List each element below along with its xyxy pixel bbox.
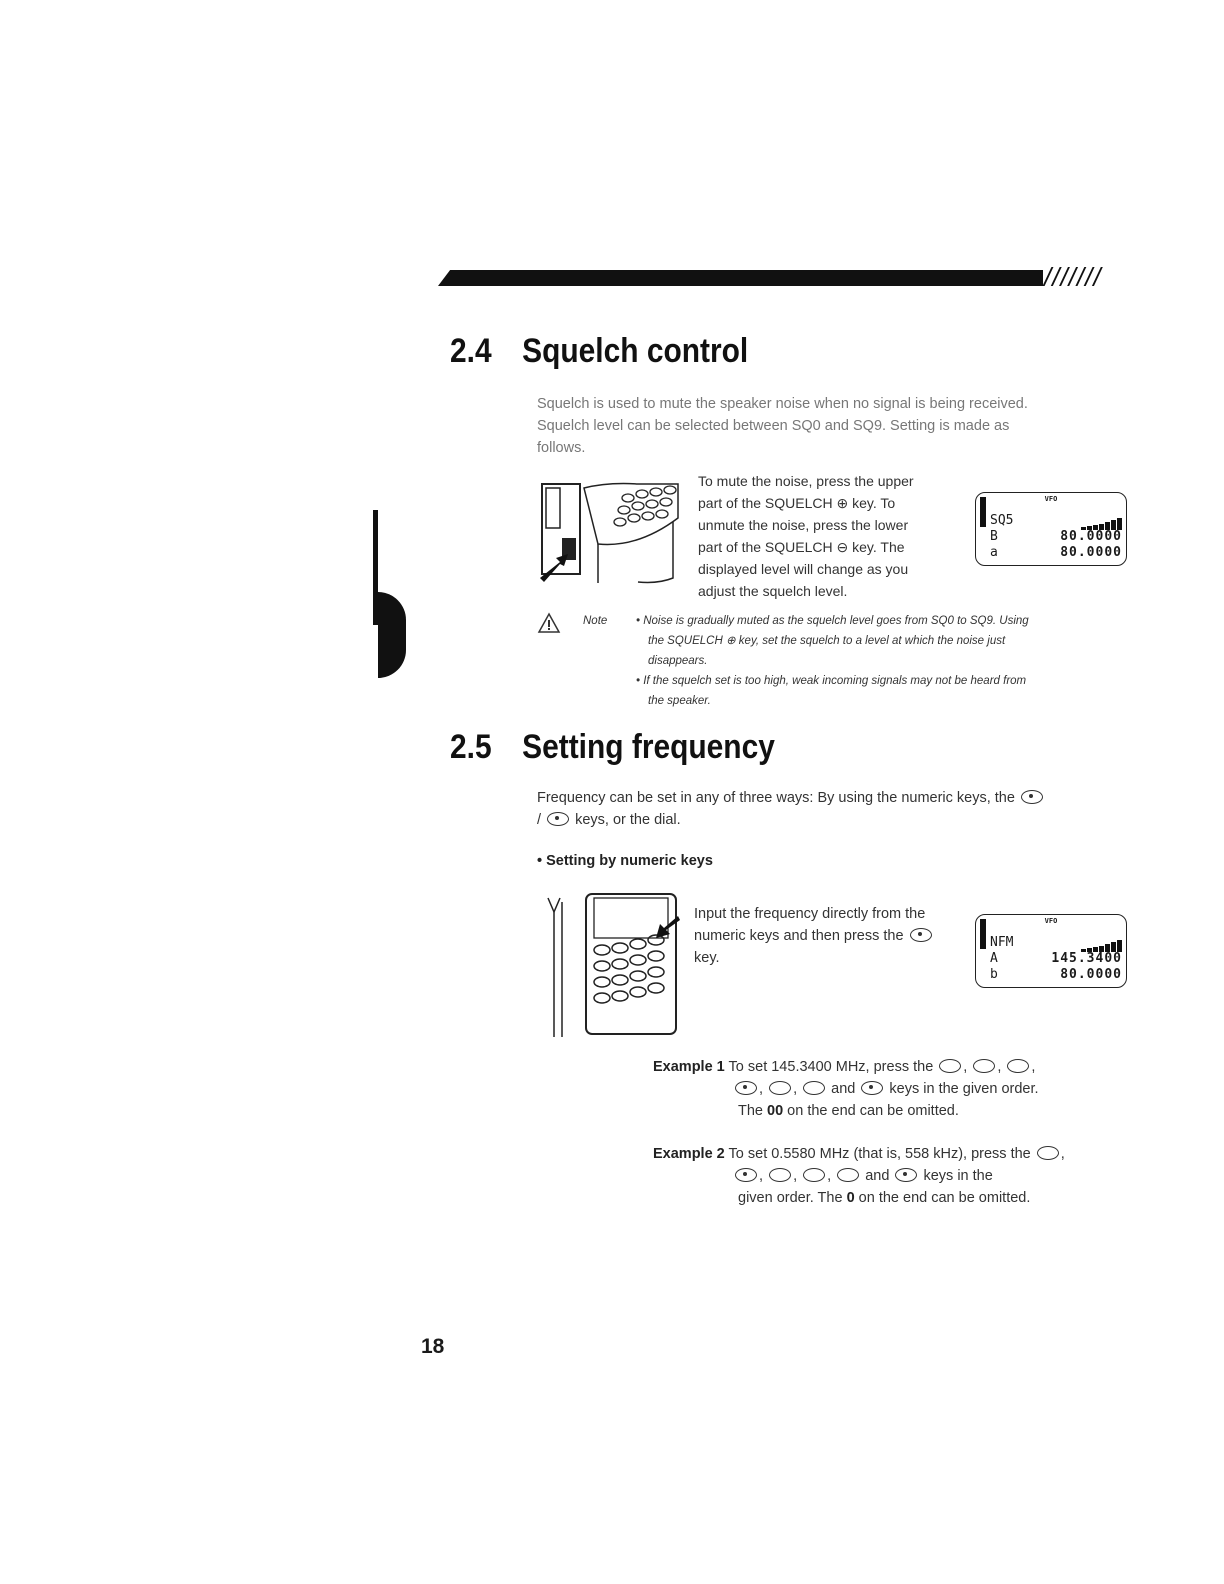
section-number: 2.4 bbox=[450, 332, 492, 370]
header-slashes: /////// bbox=[1044, 262, 1102, 292]
lcd-vfo-label: VFO bbox=[1044, 917, 1058, 925]
lcd-row-label: a bbox=[990, 545, 998, 560]
instruction-line: part of the SQUELCH ⊕ key. To bbox=[698, 495, 896, 511]
note-label: Note bbox=[583, 615, 608, 627]
instruction-line: key. bbox=[694, 950, 720, 966]
header-bar bbox=[438, 270, 1043, 286]
lcd-row-value: 80.0000 bbox=[1060, 545, 1122, 560]
lcd-row-label: b bbox=[990, 967, 998, 982]
section-heading-2-4 bbox=[450, 332, 748, 371]
page-number: 18 bbox=[421, 1335, 445, 1358]
instruction-line: Input the frequency directly from the bbox=[694, 906, 926, 922]
example-1: Example 1 To set 145.3400 MHz, press the , , , , , and keys in the given order. The 00 on the end can be omitted. bbox=[653, 1059, 1039, 1119]
section-title: Squelch control bbox=[522, 332, 749, 370]
key-0-icon bbox=[1037, 1146, 1059, 1160]
instruction-line: displayed level will change as you bbox=[698, 561, 909, 577]
instruction-line: unmute the noise, press the lower bbox=[698, 517, 909, 533]
numeric-instructions bbox=[694, 903, 974, 969]
section-number: 2.5 bbox=[450, 728, 492, 766]
note-line: • Noise is gradually muted as the squelch level goes from SQ0 to SQ9. Using bbox=[636, 615, 1029, 627]
example-label: Example 2 bbox=[653, 1146, 725, 1162]
lcd-row-value: 80.0000 bbox=[1060, 967, 1122, 982]
intro-line: follows. bbox=[537, 440, 586, 456]
instruction-line: To mute the noise, press the upper bbox=[698, 473, 914, 489]
intro-line: / keys, or the dial. bbox=[537, 812, 681, 828]
note-text bbox=[636, 611, 1126, 711]
radio-side-illustration bbox=[538, 478, 683, 588]
ent-key-icon bbox=[895, 1168, 917, 1182]
lcd-row-value: 80.0000 bbox=[1060, 529, 1122, 544]
note-line: disappears. bbox=[648, 655, 708, 667]
lcd-indicator-block bbox=[980, 497, 986, 527]
section-heading-2-5 bbox=[450, 728, 775, 767]
key-4-icon bbox=[803, 1081, 825, 1095]
subheading-numeric-keys: • Setting by numeric keys bbox=[537, 853, 713, 869]
key-1-icon bbox=[939, 1059, 961, 1073]
key-3-icon bbox=[769, 1081, 791, 1095]
lcd-indicator-block bbox=[980, 919, 986, 949]
example-2: Example 2 To set 0.5580 MHz (that is, 558 kHz), press the , , , , and keys in the given order. The 0 on the end can be omitted. bbox=[653, 1146, 1065, 1206]
lcd-row-label: B bbox=[990, 529, 998, 544]
section-title: Setting frequency bbox=[522, 728, 775, 766]
key-4-icon bbox=[973, 1059, 995, 1073]
intro-line: Squelch level can be selected between SQ0 and SQ9. Setting is made as bbox=[537, 418, 1010, 434]
intro-line: Squelch is used to mute the speaker noise when no signal is being received. bbox=[537, 396, 1028, 412]
signal-bars-icon bbox=[1080, 515, 1122, 527]
key-5-icon bbox=[769, 1168, 791, 1182]
instruction-line: part of the SQUELCH ⊖ key. The bbox=[698, 539, 905, 555]
lcd-row-value: 145.3400 bbox=[1051, 951, 1122, 966]
warning-icon bbox=[537, 612, 561, 634]
lcd-vfo-label: VFO bbox=[1044, 495, 1058, 503]
lcd-display-squelch bbox=[975, 492, 1127, 566]
instruction-line: adjust the squelch level. bbox=[698, 583, 848, 599]
intro-line: Frequency can be set in any of three ways: By using the numeric keys, the bbox=[537, 787, 1097, 809]
example-label: Example 1 bbox=[653, 1059, 725, 1075]
note-line: • If the squelch set is too high, weak incoming signals may not be heard from bbox=[636, 675, 1027, 687]
ent-key-icon bbox=[910, 928, 932, 942]
note-line: the SQUELCH ⊕ key, set the squelch to a level at which the noise just bbox=[648, 635, 1006, 647]
radio-keypad-illustration bbox=[540, 892, 685, 1042]
lcd-display-frequency bbox=[975, 914, 1127, 988]
key-decimal-icon bbox=[735, 1081, 757, 1095]
frequency-intro bbox=[537, 787, 1097, 831]
lcd-mode: SQ5 bbox=[990, 513, 1014, 528]
ent-key-icon bbox=[861, 1081, 883, 1095]
key-8-icon bbox=[837, 1168, 859, 1182]
squelch-instructions bbox=[698, 470, 958, 602]
down-key-icon bbox=[547, 812, 569, 826]
lcd-mode: NFM bbox=[990, 935, 1014, 950]
signal-bars-icon bbox=[1080, 937, 1122, 949]
note-line: the speaker. bbox=[648, 695, 711, 707]
key-5-icon bbox=[803, 1168, 825, 1182]
key-decimal-icon bbox=[735, 1168, 757, 1182]
key-5-icon bbox=[1007, 1059, 1029, 1073]
squelch-intro bbox=[537, 393, 1097, 459]
up-key-icon bbox=[1021, 790, 1043, 804]
margin-tab-marker bbox=[378, 592, 406, 678]
instruction-line: numeric keys and then press the bbox=[694, 925, 974, 947]
lcd-row-label: A bbox=[990, 951, 998, 966]
